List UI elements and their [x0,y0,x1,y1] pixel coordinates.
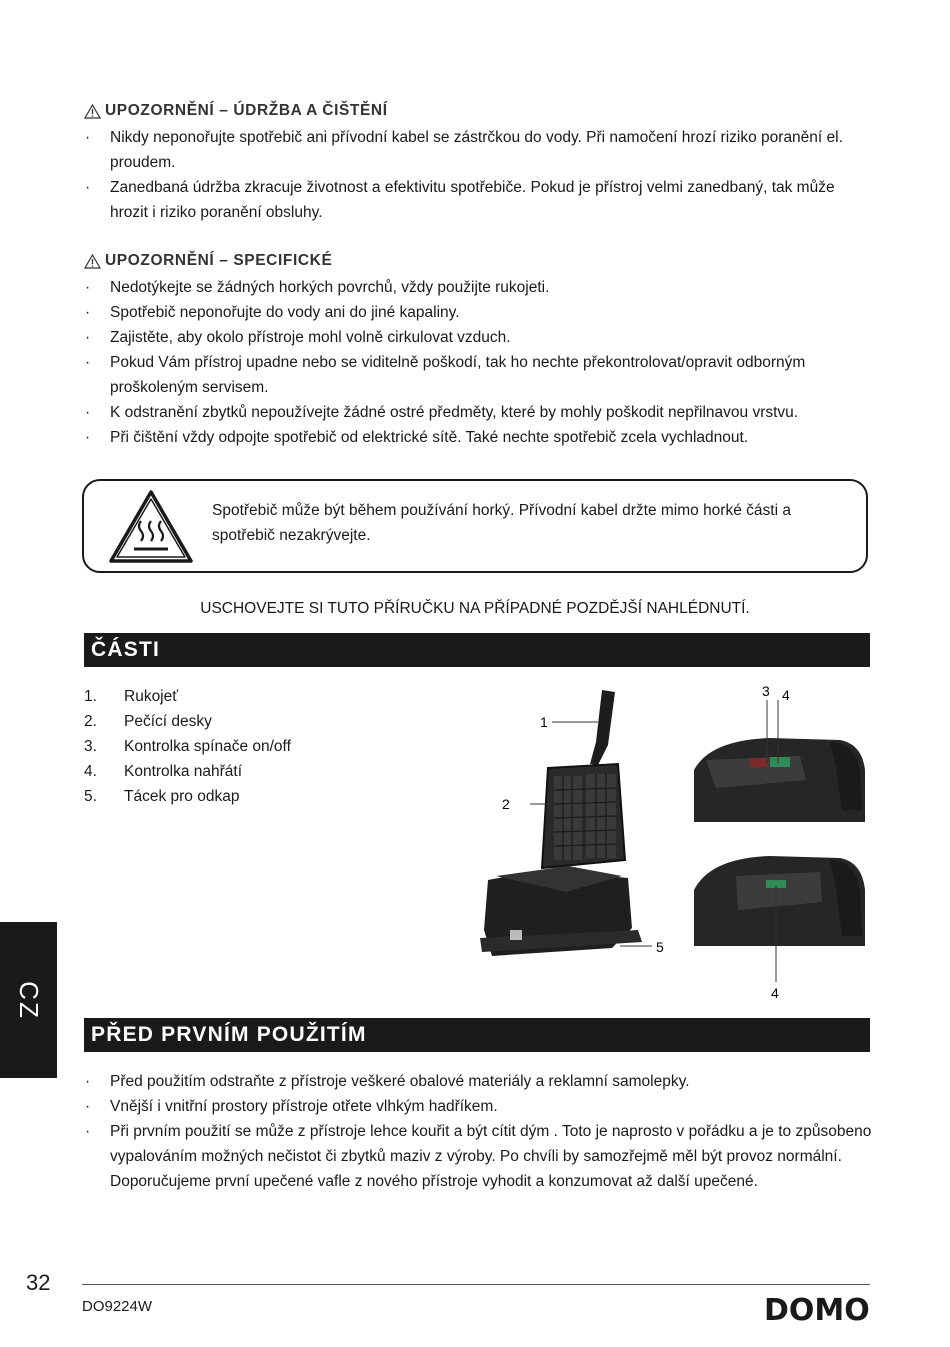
waffle-maker-photo [480,690,642,956]
warning-specific-title [84,252,332,270]
language-tab-label: CZ [13,980,44,1020]
list-item: · Při prvním použití se může z přístroje lehce kouřit a být cítit dým . Toto je naprosto v pořádku a je to způsobeno vypalováním možných nečistot či zbytků maziv z výroby. Po chvíli by samozřejmě měl být provoz normální. Doporučujeme první upečené vafle z nového přístroje vyhodit a konzumovat až další upečené. [84,1119,874,1194]
list-item: · Před použitím odstraňte z přístroje veškeré obalové materiály a reklamní samolepky. [84,1069,874,1094]
keep-manual-note: USCHOVEJTE SI TUTO PŘÍRUČKU NA PŘÍPADNÉ POZDĚJŠÍ NAHLÉDNUTÍ. [200,600,750,617]
part-number: 2. [84,713,97,730]
brand-logo: DOMO [764,1293,870,1328]
warning-maintenance-title-text: UPOZORNĚNÍ – ÚDRŽBA A ČIŠTĚNÍ [105,102,388,119]
hot-surface-notice-text: Spotřebič může být během používání horký. Přívodní kabel držte mimo horké části a spotřebič nezakrývejte. [212,502,791,544]
list-item: · K odstranění zbytků nepoužívejte žádné ostré předměty, které by mohly poškodit nepřilnavou vrstvu. [84,400,874,425]
list-item: · Nikdy neponořujte spotřebič ani přívodní kabel se zástrčkou do vody. Při namočení hrozí riziko poranění el. proudem. [84,125,874,175]
part-label: Kontrolka spínače on/off [124,738,291,755]
part-label: Pečící desky [124,713,212,730]
page-number: 32 [26,1270,51,1295]
list-item [84,684,291,709]
part-number: 3. [84,738,97,755]
parts-list [84,684,291,809]
list-item [84,734,291,759]
callout-2: 2 [502,796,510,812]
model-number: DO9224W [82,1298,153,1315]
callout-5: 5 [656,939,664,955]
language-tab [0,922,57,1078]
hot-surface-warning-icon [108,489,194,565]
part-label: Rukojeť [124,688,179,705]
list-item [84,709,291,734]
list-item: · Pokud Vám přístroj upadne nebo se viditelně poškodí, tak ho nechte překontrolovat/opravit odborným proškoleným servisem. [84,350,874,400]
footer-divider [82,1284,870,1285]
part-label: Kontrolka nahřátí [124,763,243,780]
waffle-maker-illustration [470,680,870,1000]
list-item: · Spotřebič neponořujte do vody ani do jiné kapaliny. [84,300,874,325]
first-use-list [84,1069,874,1194]
list-item: · Zajistěte, aby okolo přístroje mohl volně cirkulovat vzduch. [84,325,874,350]
warning-specific-title-text: UPOZORNĚNÍ – SPECIFICKÉ [105,252,333,269]
section-heading-parts: ČÁSTI [84,633,870,667]
warning-triangle-icon [84,254,101,269]
part-number: 1. [84,688,97,705]
callout-4-lower: 4 [771,985,779,1000]
detail-photo-ready-light [694,856,865,946]
list-item [84,784,291,809]
warning-specific-list [84,275,874,450]
list-item: · Zanedbaná údržba zkracuje životnost a efektivitu spotřebiče. Pokud je přístroj velmi zanedbaný, tak může hrozit i riziko poranění obsluhy. [84,175,874,225]
list-item [84,759,291,784]
callout-3: 3 [762,683,770,699]
warning-triangle-icon [84,104,101,119]
callout-4: 4 [782,687,790,703]
list-item: · Nedotýkejte se žádných horkých povrchů, vždy použijte rukojeti. [84,275,874,300]
part-label: Tácek pro odkap [124,788,240,805]
part-number: 5. [84,788,97,805]
list-item: · Při čištění vždy odpojte spotřebič od elektrické sítě. Také nechte spotřebič zcela vychladnout. [84,425,874,450]
detail-photo-indicators [694,732,866,822]
list-item: · Vnější i vnitřní prostory přístroje otřete vlhkým hadříkem. [84,1094,874,1119]
callout-1: 1 [540,714,548,730]
section-heading-first-use: PŘED PRVNÍM POUŽITÍM [84,1018,870,1052]
warning-maintenance-title [84,102,388,120]
hot-surface-notice [82,479,868,573]
part-number: 4. [84,763,97,780]
warning-maintenance-list [84,125,874,225]
